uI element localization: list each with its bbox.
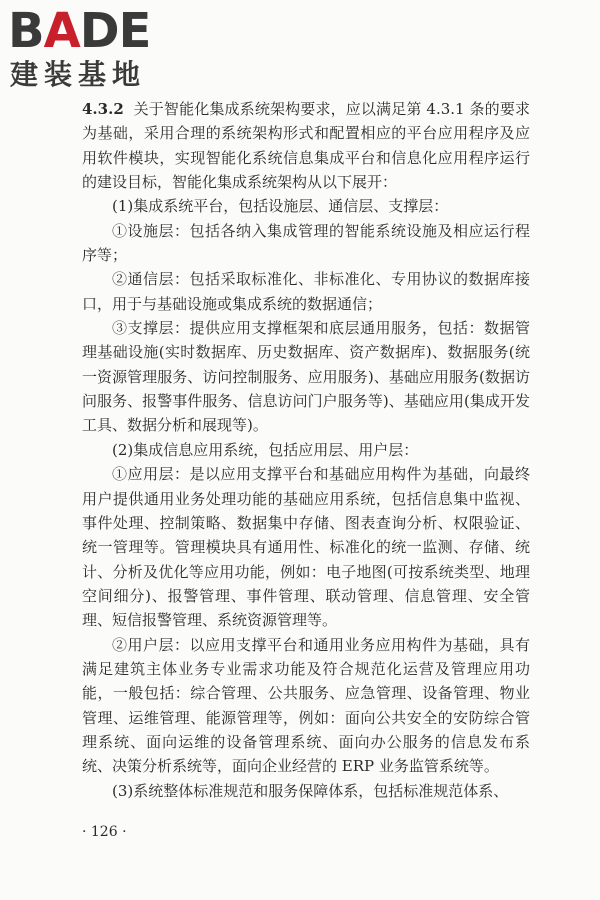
logo-subtitle: 建装基地	[10, 58, 147, 91]
paragraph-integration-platform: (1)集成系统平台，包括设施层、通信层、支撑层：	[112, 197, 449, 216]
section-paragraph	[82, 97, 530, 194]
paragraph-application-system: (2)集成信息应用系统，包括应用层、用户层：	[112, 440, 419, 459]
paragraph-user-layer: ②用户层：以应用支撑平台和通用业务应用构件为基础，具有满足建筑主体业务专业需求功能及符合规范化运营及管理应用功能，一般包括：综合管理、公共服务、应急管理、设备管理、物业管理、运维管理、能源管理等，例如：面向公共安全的安防综合管理系统、面向运维的设备管理系统、面向办公服务的信息发布系统、决策分析系统等，面向企业经营的 ERP 业务监管系统等。	[82, 635, 530, 776]
section-number: 4.3.2	[82, 100, 124, 118]
document-body	[82, 97, 530, 803]
logo-letter-b: B	[8, 3, 44, 59]
paragraph-application-layer: ①应用层：是以应用支撑平台和基础应用构件为基础，向最终用户提供通用业务处理功能的基础应用系统，包括信息集中监视、事件处理、控制策略、数据集中存储、图表查询分析、权限验证、统一管理等。管理模块具有通用性、标准化的统一监测、存储、统计、分析及优化等应用功能，例如：电子地图(可按系统类型、地理空间细分)、报警管理、事件管理、联动管理、信息管理、安全管理、短信报警管理、系统资源管理等。	[82, 465, 530, 630]
logo-wordmark	[8, 3, 151, 59]
paragraph-facility-layer: ①设施层：包括各纳入集成管理的智能系统设施及相应运行程序等；	[82, 221, 530, 265]
page-number: · 126 ·	[82, 824, 127, 840]
paragraph-communication-layer: ②通信层：包括采取标准化、非标准化、专用协议的数据库接口，用于与基础设施或集成系统的数据通信；	[82, 270, 530, 313]
paragraph-standards-system: (3)系统整体标准规范和服务保障体系，包括标准规范体系、	[112, 781, 509, 800]
section-text: 关于智能化集成系统架构要求，应以满足第 4.3.1 条的要求为基础，采用合理的系统架构形式和配置相应的平台应用程序及应用软件模块，实现智能化系统信息集成平台和信息化应用程序运行的建设目标，智能化集成系统架构从以下展开：	[82, 100, 530, 192]
logo-letter-a: A	[43, 3, 80, 59]
bade-logo	[8, 3, 178, 96]
logo-letters-de: DE	[79, 3, 151, 59]
paragraph-support-layer: ③支撑层：提供应用支撑框架和底层通用服务，包括：数据管理基础设施(实时数据库、历史数据库、资产数据库)、数据服务(统一资源管理服务、访问控制服务、应用服务)、基础应用服务(数据访问服务、报警事件服务、信息访问门户服务等)、基础应用(集成开发工具、数据分析和展现等)。	[82, 319, 530, 435]
